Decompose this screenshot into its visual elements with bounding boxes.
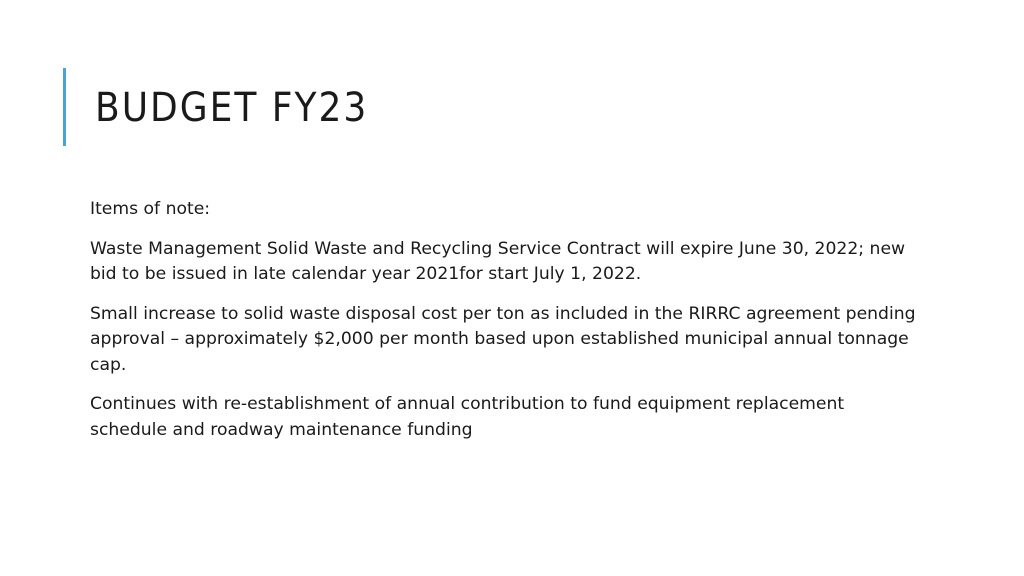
items-of-note-heading: Items of note: [90,199,211,219]
paragraph-disposal-cost: Small increase to solid waste disposal cost per ton as included in the RIRRC agreement pending approval – approximately $2,000 per month based upon established municipal annual tonnage cap. [90,303,916,375]
slide-title: BUDGET FY23 [95,85,369,131]
slide-body [90,197,920,457]
title-accent-bar [63,68,66,146]
paragraph-waste-contract: Waste Management Solid Waste and Recycling Service Contract will expire June 30, 2022; new bid to be issued in late calendar year 2021for start July 1, 2022. [90,238,906,284]
paragraph-equipment-fund: Continues with re-establishment of annual contribution to fund equipment replacement schedule and roadway maintenance funding [90,394,845,440]
